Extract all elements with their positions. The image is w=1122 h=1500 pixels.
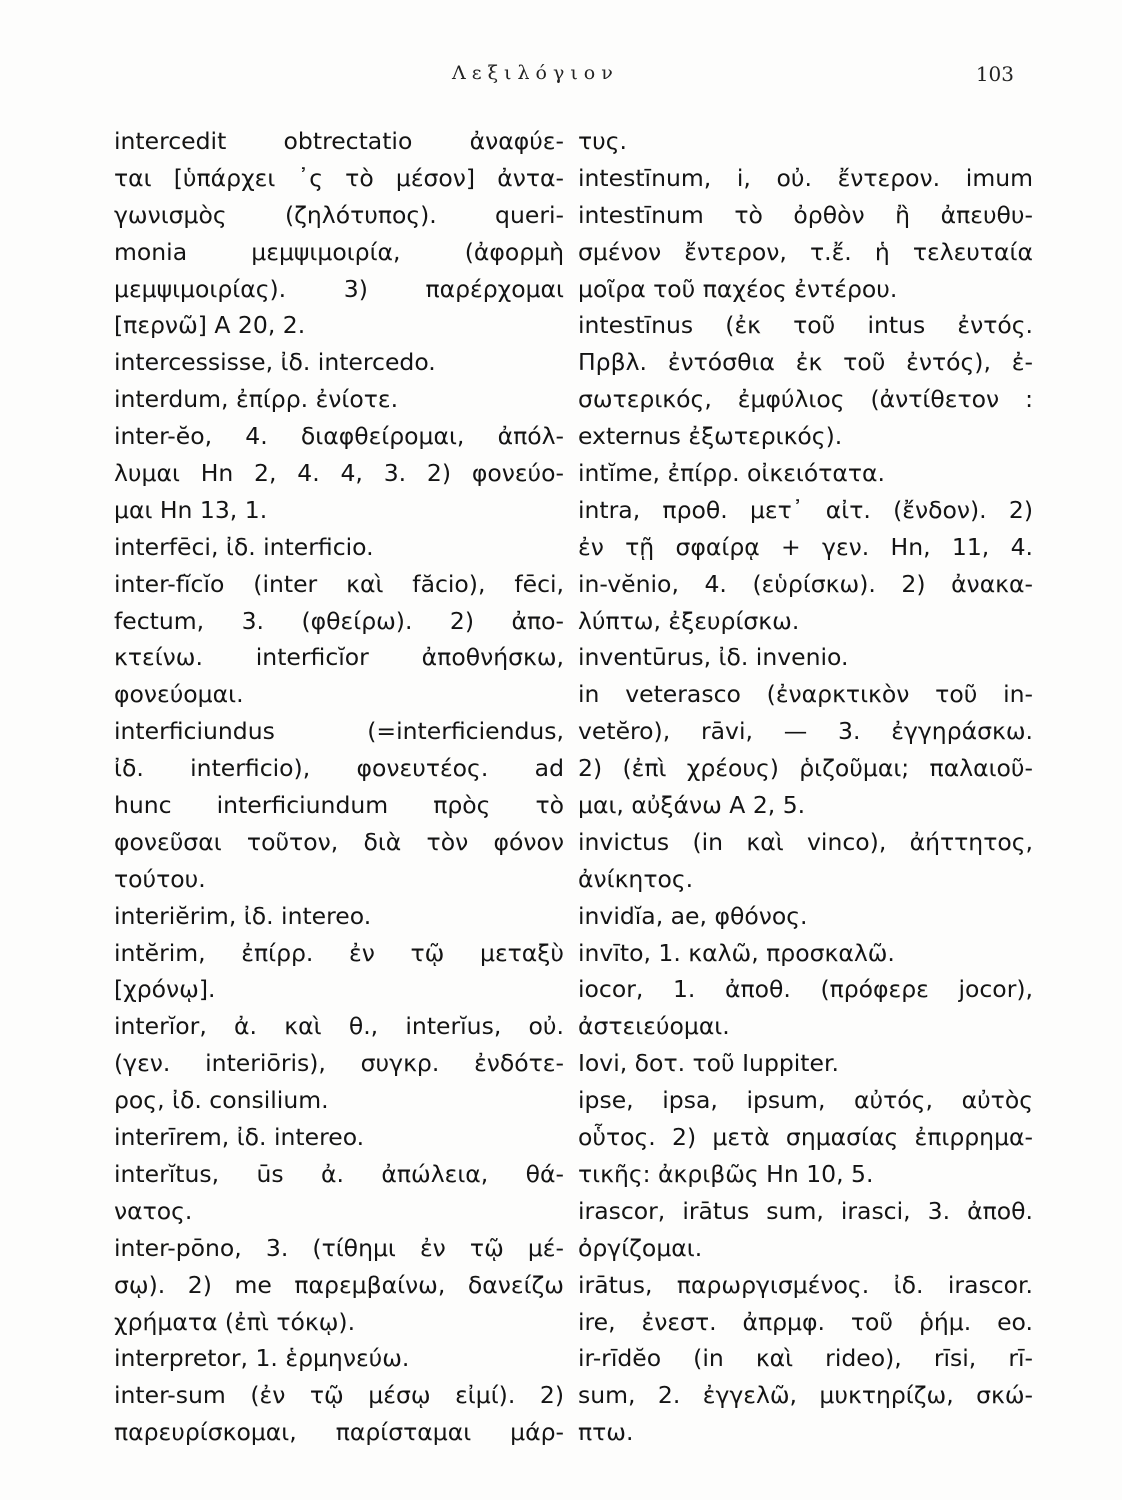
text-line: interpretor, 1. ἑρμηνεύω. bbox=[114, 1344, 410, 1373]
text-line: inter-fĭcĭo (inter καὶ făcio), fēci, bbox=[114, 569, 564, 598]
text-line: πτω. bbox=[578, 1418, 634, 1447]
text-line: intĕrim, ἐπίρρ. ἐν τῷ μεταξὺ bbox=[114, 938, 564, 967]
text-line: σμένον ἔντερον, τ.ἔ. ἡ τελευταία bbox=[578, 237, 1033, 266]
text-line: interdum, ἐπίρρ. ἐνίοτε. bbox=[114, 385, 399, 414]
text-line: ὀργίζομαι. bbox=[578, 1233, 703, 1262]
running-title: Λεξιλόγιον bbox=[452, 62, 619, 84]
text-line: (γεν. interiōris), συγκρ. ἐνδότε- bbox=[114, 1049, 564, 1078]
running-head bbox=[0, 58, 1122, 94]
text-line: ἀστειεύομαι. bbox=[578, 1012, 730, 1041]
text-line: sum, 2. ἐγγελῶ, μυκτηρίζω, σκώ- bbox=[578, 1381, 1033, 1410]
text-line: ρος, ἰδ. consilium. bbox=[114, 1086, 329, 1115]
text-line: γωνισμὸς (ζηλότυπος). queri- bbox=[114, 200, 564, 229]
text-line: λύπτω, ἐξευρίσκω. bbox=[578, 606, 800, 635]
text-line: ir-rīdĕo (in καὶ rideo), rīsi, rī- bbox=[578, 1344, 1033, 1373]
text-line: κτείνω. interficĭor ἀποθνήσκω, bbox=[114, 643, 564, 672]
text-line: σῳ). 2) me παρεμβαίνω, δανείζω bbox=[114, 1270, 564, 1299]
text-line: χρήματα (ἐπὶ τόκῳ). bbox=[114, 1307, 356, 1336]
text-line: fectum, 3. (φθείρω). 2) ἀπο- bbox=[114, 606, 564, 635]
text-line: ται [ὑπάρχει ᾿ς τὸ μέσον] ἀντα- bbox=[114, 163, 564, 192]
text-line: interfēci, ἰδ. interficio. bbox=[114, 532, 374, 561]
text-line: hunc interficiundum πρὸς τὸ bbox=[114, 791, 564, 820]
text-line: φονεύομαι. bbox=[114, 680, 244, 709]
text-line: in-vĕnio, 4. (εὑρίσκω). 2) ἀνακα- bbox=[578, 569, 1033, 598]
text-line: μεμψιμοιρίας). 3) παρέρχομαι bbox=[114, 274, 564, 303]
text-line: inter-sum (ἐν τῷ μέσῳ εἰμί). 2) bbox=[114, 1381, 564, 1410]
right-column bbox=[578, 123, 1033, 1451]
text-line: iocor, 1. ἀποθ. (πρόφερε jocor), bbox=[578, 975, 1033, 1004]
text-line: μαι, αὐξάνω A 2, 5. bbox=[578, 791, 806, 820]
text-line: intestīnum, i, οὐ. ἔντερον. imum bbox=[578, 163, 1033, 192]
text-line: intestīnus (ἐκ τοῦ intus ἐντός. bbox=[578, 311, 1033, 340]
text-line: οὗτος. 2) μετὰ σημασίας ἐπιρρημα- bbox=[578, 1123, 1033, 1152]
text-line: ἰδ. interficio), φονευτέος. ad bbox=[114, 754, 564, 783]
text-line: τυς. bbox=[578, 127, 628, 155]
text-line: μαι Hn 13, 1. bbox=[114, 495, 268, 524]
text-line: 2) (ἐπὶ χρέους) ῥιζοῦμαι; παλαιοῦ- bbox=[578, 754, 1033, 783]
text-line: inter-pōno, 3. (τίθημι ἐν τῷ μέ- bbox=[114, 1233, 564, 1262]
text-line: μοῖρα τοῦ παχέος ἐντέρου. bbox=[578, 274, 898, 303]
text-line: παρευρίσκομαι, παρίσταμαι μάρ- bbox=[114, 1418, 564, 1447]
text-line: externus ἐξωτερικός). bbox=[578, 422, 843, 451]
text-line: invīto, 1. καλῶ, προσκαλῶ. bbox=[578, 938, 895, 967]
text-line: intestīnum τὸ ὀρθὸν ἢ ἀπευθυ- bbox=[578, 200, 1033, 229]
text-line: intra, προθ. μετ᾿ αἰτ. (ἔνδον). 2) bbox=[578, 495, 1033, 524]
text-line: inter-ĕo, 4. διαφθείρομαι, ἀπόλ- bbox=[114, 422, 564, 451]
text-line: τικῆς: ἀκριβῶς Hn 10, 5. bbox=[578, 1159, 874, 1188]
text-line: σωτερικός, ἐμφύλιος (ἀντίθετον : bbox=[578, 385, 1033, 414]
text-line: ipse, ipsa, ipsum, αὐτός, αὐτὸς bbox=[578, 1086, 1033, 1115]
text-line: monia μεμψιμοιρία, (ἀφορμὴ bbox=[114, 237, 564, 266]
text-line: irātus, παρωργισμένος. ἰδ. irascor. bbox=[578, 1270, 1033, 1299]
text-line: in veterasco (ἐναρκτικὸν τοῦ in- bbox=[578, 680, 1033, 709]
text-line: Πρβλ. ἐντόσθια ἐκ τοῦ ἐντός), ἐ- bbox=[578, 348, 1033, 377]
text-line: ἀνίκητος. bbox=[578, 864, 694, 893]
text-line: interĭtus, ūs ἀ. ἀπώλεια, θά- bbox=[114, 1159, 564, 1188]
text-line: irascor, irātus sum, irasci, 3. ἀποθ. bbox=[578, 1196, 1033, 1225]
text-line: ire, ἐνεστ. ἀπρμφ. τοῦ ῥήμ. eo. bbox=[578, 1307, 1033, 1336]
text-line: inventūrus, ἰδ. invenio. bbox=[578, 643, 849, 672]
text-line: φονεῦσαι τοῦτον, διὰ τὸν φόνον bbox=[114, 827, 564, 856]
text-line: interiĕrim, ἰδ. intereo. bbox=[114, 901, 372, 930]
text-line: τούτου. bbox=[114, 864, 206, 893]
text-line: [χρόνῳ]. bbox=[114, 975, 216, 1004]
text-line: interĭor, ἀ. καὶ θ., interĭus, οὐ. bbox=[114, 1012, 564, 1041]
text-line: [περνῶ] A 20, 2. bbox=[114, 311, 306, 340]
text-line: ἐν τῇ σφαίρᾳ + γεν. Hn, 11, 4. bbox=[578, 532, 1033, 561]
text-line: intĭme, ἐπίρρ. οἰκειότατα. bbox=[578, 459, 885, 488]
text-line: interficiundus (=interficiendus, bbox=[114, 717, 564, 746]
text-line: invidĭa, ae, φθόνος. bbox=[578, 901, 808, 930]
text-line: intercedit obtrectatio ἀναφύε- bbox=[114, 127, 564, 155]
page-number: 103 bbox=[975, 62, 1014, 86]
text-line: λυμαι Hn 2, 4. 4, 3. 2) φονεύο- bbox=[114, 459, 564, 488]
left-column bbox=[114, 123, 564, 1451]
text-line: vetĕro), rāvi, — 3. ἐγγηράσκω. bbox=[578, 717, 1033, 746]
text-line: interīrem, ἰδ. intereo. bbox=[114, 1123, 365, 1152]
text-line: Iovi, δοτ. τοῦ Iuppiter. bbox=[578, 1049, 839, 1078]
text-line: invictus (in καὶ vinco), ἀήττητος, bbox=[578, 827, 1033, 856]
text-line: intercessisse, ἰδ. intercedo. bbox=[114, 348, 436, 377]
text-line: νατος. bbox=[114, 1196, 193, 1225]
